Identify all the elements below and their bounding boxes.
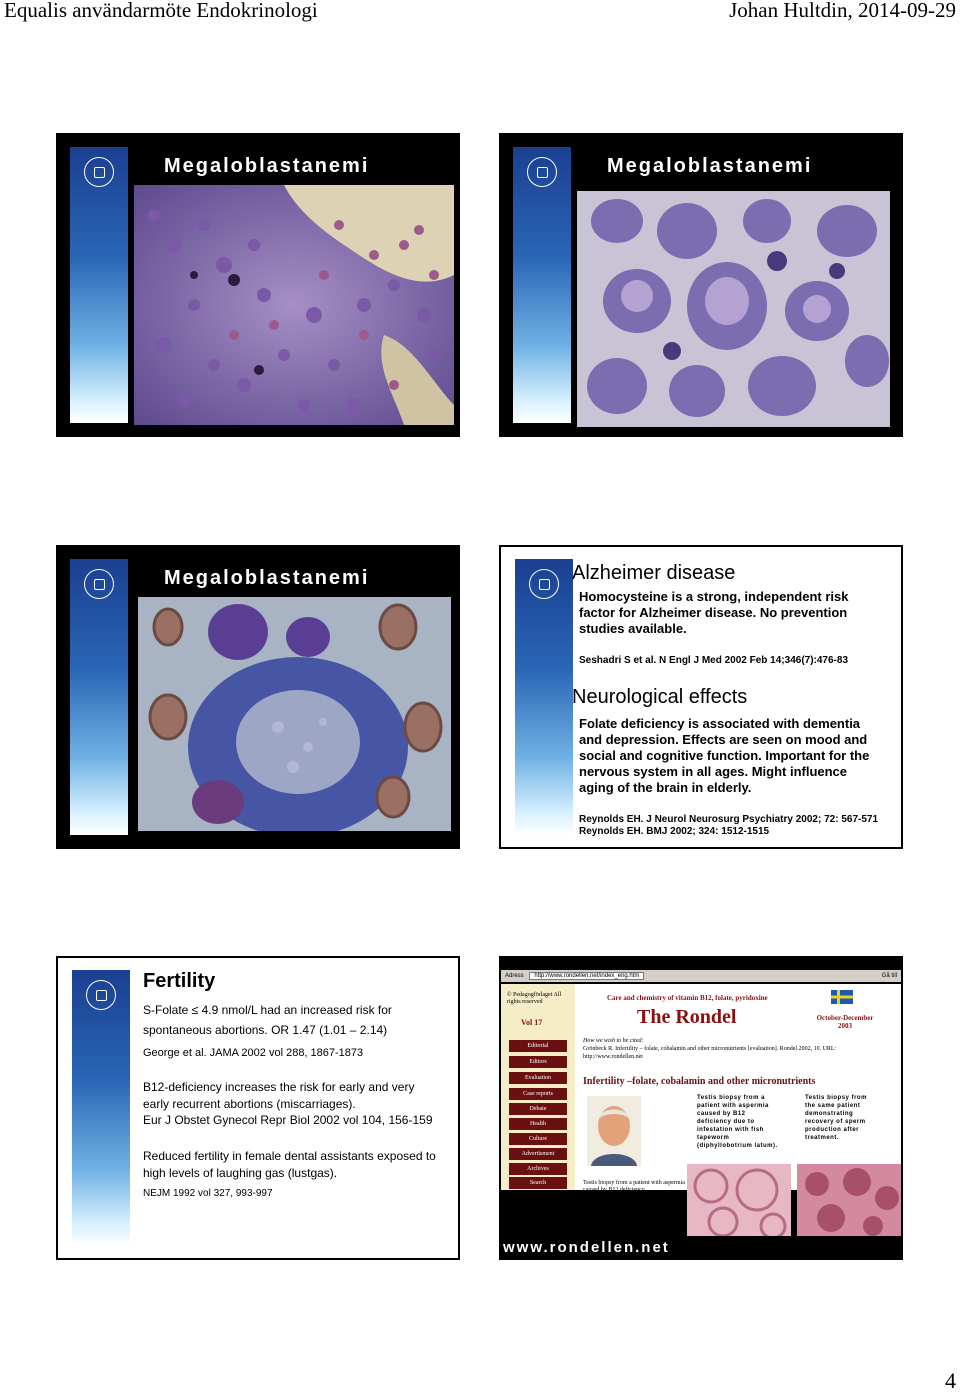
slide-fertility <box>56 956 460 1260</box>
address-label: Adress <box>505 973 524 979</box>
header-right: Johan Hultdin, 2014-09-29 <box>729 0 956 22</box>
fertility-title: Fertility <box>143 970 216 992</box>
browser-address-bar <box>501 970 901 982</box>
nav-culture: Culture <box>509 1133 567 1145</box>
cite-url: http://www.rondellen.net <box>583 1054 643 1060</box>
author-portrait <box>587 1096 641 1166</box>
university-seal-icon <box>86 980 116 1010</box>
slide-title: Megaloblastanemi <box>164 567 370 589</box>
page-number: 4 <box>945 1368 956 1393</box>
fertility-reference-1: George et al. JAMA 2002 vol 288, 1867-1873 <box>143 1047 364 1059</box>
slide-megaloblastanemi-1 <box>56 133 460 437</box>
fertility-line-3: Reduced fertility in female dental assistants exposed to high levels of laughing gas (lustgas). <box>143 1149 436 1180</box>
fertility-line-2: B12-deficiency increases the risk for early and very early recurrent abortions (miscarriages). <box>143 1080 415 1111</box>
slide-megaloblastanemi-2 <box>499 133 903 437</box>
slide-alzheimer-neurological <box>499 545 903 849</box>
alzheimer-reference: Seshadri S et al. N Engl J Med 2002 Feb 14;346(7):476-83 <box>579 655 849 666</box>
university-seal-icon <box>84 157 114 187</box>
website-volume: Vol 17 <box>521 1018 543 1027</box>
university-band <box>70 559 128 835</box>
biopsy-caption-1: Testis biopsy from a patient with aspermia caused by B12 deficiency due to infestation with fish tapeworm (diphyllobotrium latum). <box>697 1095 778 1149</box>
university-band <box>513 147 571 423</box>
cite-text: Grönbeck R. Infertility – folate, cobalamin and other micronutrients [evaluation]. Rondel 2002, 10. URL: <box>583 1046 837 1052</box>
nav-debate: Debate <box>509 1103 567 1115</box>
nav-archives: Archives <box>509 1163 567 1175</box>
testis-biopsy-image-1 <box>687 1164 791 1236</box>
cite-label: How we wish to be cited: <box>583 1038 644 1044</box>
university-band <box>72 970 130 1246</box>
nav-evaluation: Evaluation <box>509 1072 567 1084</box>
alzheimer-text: Homocysteine is a strong, independent risk factor for Alzheimer disease. No prevention studies available. <box>579 589 849 636</box>
micrograph-low-magnification <box>134 185 454 425</box>
slide-rondel-website <box>499 956 903 1260</box>
nav-editors: Editors <box>509 1056 567 1068</box>
rondel-url: www.rondellen.net <box>503 1239 670 1256</box>
university-seal-icon <box>527 157 557 187</box>
nav-editorial: Editorial <box>509 1040 567 1052</box>
university-seal-icon <box>529 569 559 599</box>
testis-biopsy-image-2 <box>797 1164 901 1236</box>
biopsy-caption-2: Testis biopsy from the same patient demonstrating recovery of sperm production after treatment. <box>805 1095 867 1141</box>
website-page <box>501 984 901 1193</box>
neurological-reference-2: Reynolds EH. BMJ 2002; 324: 1512-1515 <box>579 826 770 837</box>
nav-search: Search <box>509 1177 567 1189</box>
micrograph-medium-magnification <box>577 191 890 427</box>
university-band <box>515 559 573 835</box>
header-left: Equalis användarmöte Endokrinologi <box>4 0 318 22</box>
website-sidebar <box>501 984 575 1190</box>
nav-advertisment: Advertisment <box>509 1148 567 1160</box>
slide-title: Megaloblastanemi <box>164 155 370 177</box>
bottom-caption: Testis biopsy from a patient with aspermia caused by B12 deficiency <box>583 1180 685 1193</box>
fertility-reference-2: Eur J Obstet Gynecol Repr Biol 2002 vol 104, 156-159 <box>143 1113 433 1127</box>
fertility-line-1b: spontaneous abortions. OR 1.47 (1.01 – 2.14) <box>143 1023 388 1037</box>
website-issue: October-December 2003 <box>816 1014 874 1030</box>
swedish-flag-icon <box>831 990 853 1004</box>
heading-neurological: Neurological effects <box>572 686 748 708</box>
fertility-reference-3: NEJM 1992 vol 327, 993-997 <box>143 1188 273 1199</box>
address-url: http://www.rondellen.net/index_eng.htm <box>529 972 644 980</box>
website-copyright: © Pedagogförlaget All rights reserved <box>507 992 562 1005</box>
neurological-text: Folate deficiency is associated with dementia and depression. Effects are seen on mood and social and cognitive function. Important for the nervous system in all ages. Might influence aging of the brain in elderly. <box>579 716 870 795</box>
slide-megaloblastanemi-3 <box>56 545 460 849</box>
fertility-line-1a: S-Folate ≤ 4.9 nmol/L had an increased risk for <box>143 1003 392 1017</box>
website-tagline: Care and chemistry of vitamin B12, folate, pyridoxine <box>607 994 768 1002</box>
go-button: Gå till <box>881 973 897 979</box>
nav-case-reports: Case reports <box>509 1088 567 1100</box>
university-seal-icon <box>84 569 114 599</box>
article-title: Infertility –folate, cobalamin and other micronutrients <box>583 1076 816 1087</box>
micrograph-high-magnification <box>138 597 451 831</box>
website-title: The Rondel <box>637 1006 737 1028</box>
university-band <box>70 147 128 423</box>
nav-health: Health <box>509 1118 567 1130</box>
heading-alzheimer: Alzheimer disease <box>572 562 736 584</box>
slide-title: Megaloblastanemi <box>607 155 813 177</box>
neurological-reference-1: Reynolds EH. J Neurol Neurosurg Psychiatry 2002; 72: 567-571 <box>579 814 879 825</box>
